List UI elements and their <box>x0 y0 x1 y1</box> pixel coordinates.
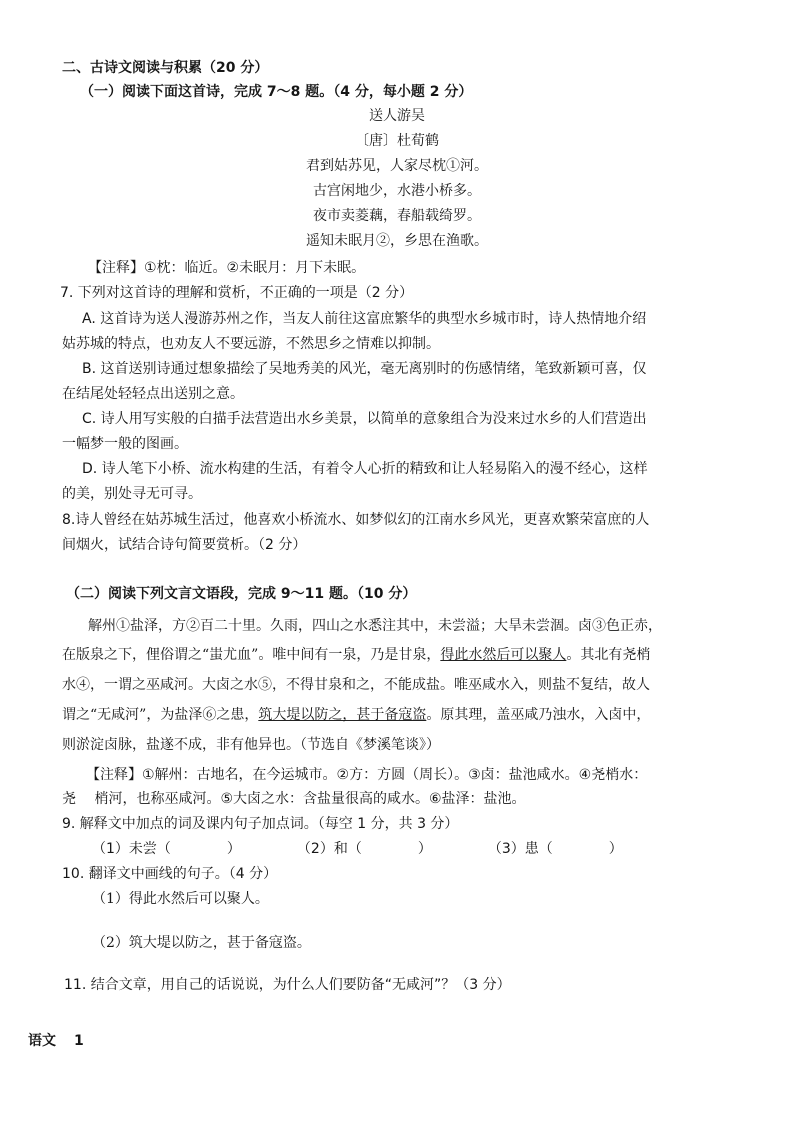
question-11: 11. 结合文章，用自己的话说说，为什么人们要防备“无咸河”？（3 分） <box>64 977 511 993</box>
passage-line-2 <box>62 646 650 664</box>
underlined-sentence-2: 筑大堤以防之，甚于备寇盗 <box>258 707 427 723</box>
question-9-stem: 9. 解释文中加点的词及课内句子加点词。（每空 1 分，共 3 分） <box>62 816 459 832</box>
q9-blank-3[interactable]: （3）患（ ） <box>487 841 623 857</box>
question-8-line-2: 间烟火，试结合诗句简要赏析。（2 分） <box>62 537 307 553</box>
poem-note: 【注释】①枕：临近。②未眠月：月下未眠。 <box>88 260 366 276</box>
q7-option-c: C. 诗人用写实般的白描手法营造出水乡美景，以简单的意象组合为没来过水乡的人们营造出 <box>82 411 647 427</box>
passage-line-1: 解州①盐泽，方②百二十里。久雨，四山之水悉注其中，未尝溢；大旱未尝涸。卤③色正赤， <box>88 618 662 634</box>
q7-option-d-cont: 的美，别处寻无可寻。 <box>62 486 202 502</box>
passage-note-2: 尧 梢河，也称巫咸河。⑤大卤之水：含盐量很高的咸水。⑥盐泽：盐池。 <box>62 791 526 807</box>
poem-line-1: 君到姑苏见，人家尽枕①河。 <box>306 158 488 174</box>
q7-option-a-cont: 姑苏城的特点，也劝友人不要远游，不然思乡之情难以抑制。 <box>62 336 440 352</box>
poem-line-2: 古宫闲地少，水港小桥多。 <box>313 183 481 199</box>
passage-line-4-tail: 。原其理，盖巫咸乃浊水，入卤中， <box>426 707 651 723</box>
q7-option-a: A. 这首诗为送人漫游苏州之作，当友人前往这富庶繁华的典型水乡城市时，诗人热情地介绍 <box>82 311 647 327</box>
q9-blank-1[interactable]: （1）未尝（ ） <box>92 841 241 857</box>
section-heading: 二、古诗文阅读与积累（20 分） <box>62 60 269 76</box>
passage-note-1: 【注释】①解州：古地名，在今运城市。②方：方圆（周长）。③卤：盐池咸水。④尧梢水： <box>86 767 648 783</box>
question-8-line-1: 8.诗人曾经在姑苏城生活过，他喜欢小桥流水、如梦似幻的江南水乡风光，更喜欢繁荣富庶的人 <box>62 512 650 528</box>
passage-line-2-text: 在版泉之下，俚俗谓之“蚩尤血”。唯中间有一泉，乃是甘泉， <box>62 647 441 663</box>
poem-title: 送人游吴 <box>369 108 425 124</box>
passage-line-3: 水④，一谓之巫咸河。大卤之水⑤，不得甘泉和之，不能成盐。唯巫咸水入，则盐不复结，故人 <box>62 677 650 693</box>
q7-option-c-cont: 一幅梦一般的图画。 <box>62 436 188 452</box>
part2-instruction: （二）阅读下列文言文语段，完成 9～11 题。（10 分） <box>66 586 417 602</box>
passage-line-4-text: 谓之“无咸河”，为盐泽⑥之患， <box>62 707 259 723</box>
passage-line-2-tail: 。其北有尧梢 <box>566 647 651 663</box>
passage-line-4 <box>62 706 650 724</box>
q9-blank-2[interactable]: （2）和（ ） <box>296 841 432 857</box>
q7-option-b: B. 这首送别诗通过想象描绘了吴地秀美的风光，毫无离别时的伤感情绪，笔致新颖可喜，仅 <box>82 361 647 377</box>
poem-line-3: 夜市卖菱藕，春船载绮罗。 <box>313 208 481 224</box>
q10-sentence-2: （2）筑大堤以防之，甚于备寇盗。 <box>92 935 311 951</box>
footer-subject: 语文 <box>28 1033 56 1049</box>
poem-line-4: 遥知未眠月②，乡思在渔歌。 <box>306 233 488 249</box>
question-9-blanks <box>92 840 623 858</box>
question-10-stem: 10. 翻译文中画线的句子。（4 分） <box>62 866 278 882</box>
footer-page-number: 1 <box>74 1033 84 1049</box>
passage-line-5: 则淤淀卤脉，盐遂不成，非有他异也。（节选自《梦溪笔谈》） <box>62 737 440 753</box>
q10-sentence-1: （1）得此水然后可以聚人。 <box>92 891 269 907</box>
poem-author: 〔唐〕杜荀鹤 <box>355 133 439 149</box>
question-7-stem: 7. 下列对这首诗的理解和赏析，不正确的一项是（2 分） <box>60 285 414 301</box>
q7-option-d: D. 诗人笔下小桥、流水构建的生活，有着令人心折的精致和让人轻易陷入的漫不经心，这样 <box>82 461 648 477</box>
q7-option-b-cont: 在结尾处轻轻点出送别之意。 <box>62 386 244 402</box>
underlined-sentence-1: 得此水然后可以聚人 <box>440 647 567 663</box>
part1-instruction: （一）阅读下面这首诗，完成 7～8 题。（4 分，每小题 2 分） <box>80 84 473 100</box>
